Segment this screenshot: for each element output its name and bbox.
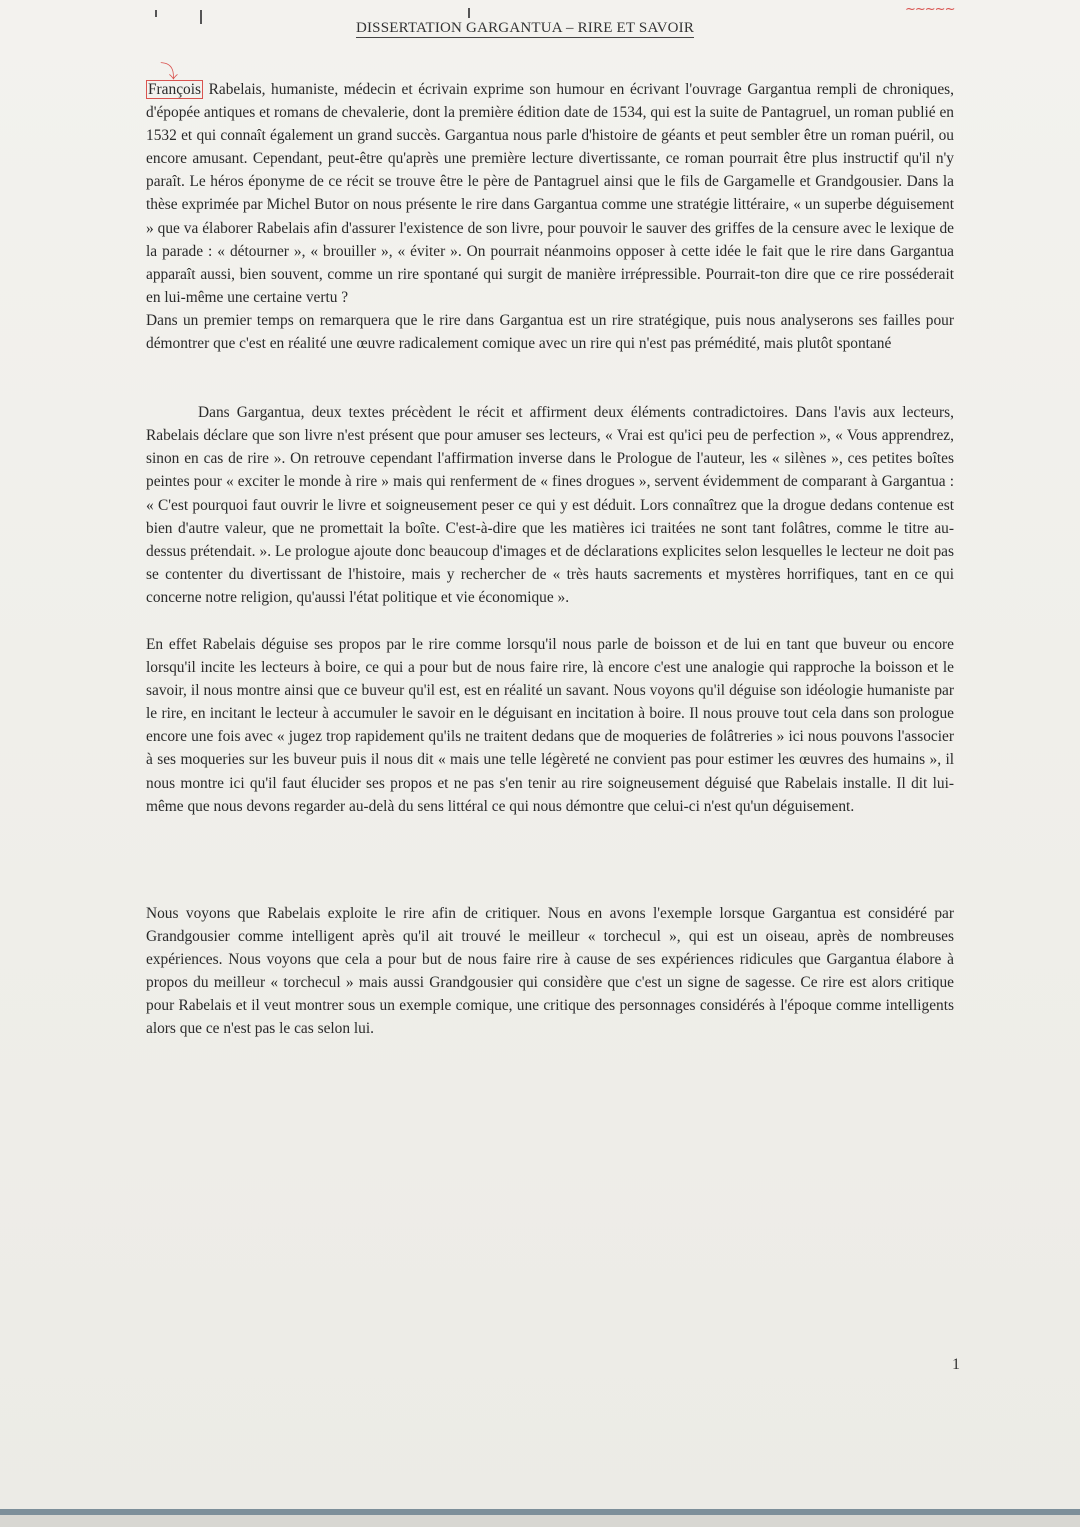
paragraph-development-1: Dans Gargantua, deux textes précèdent le récit et affirment deux éléments contradictoires. Dans l'avis aux lecteurs, Rabelais déclare que son livre n'est présent que pour amuser ses lecteurs, « Vrai est qu'ici peu de perfection », « Vous apprendrez, sinon en cas de rire ». On retrouve cependant l'affirmation inverse dans le Prologue de l'auteur, les « silènes », ces petites boîtes peintes pour « exciter le monde à rire » mais qui renferment de « fines drogues », servent évidemment de comparant à Gargantua : « C'est pourquoi faut ouvrir le livre et soigneusement peser ce qui y est déduit. Lors connaîtrez que la drogue dedans contenue est bien d'autre valeur, que ne promettait la boîte. C'est-à-dire que les matières ici traitées ne sont tant folâtres, comme le titre au-dessus prétendait. ». Le prologue ajoute donc beaucoup d'images et de déclarations explicites selon lesquelles le lecteur ne doit pas se contenter du divertissant de l'histoire, mais y rechercher de « très hauts sacrements et mystères horrifiques, tant en ce qui concerne notre religion, qu'aussi l'état politique et vie économique ». — [146, 404, 954, 606]
red-arrow-annotation: ⤵ — [160, 62, 178, 83]
red-scribble-top-right: ~~~~~ — [905, 2, 955, 17]
scan-bottom-shadow — [0, 1515, 1080, 1527]
paragraph-introduction — [146, 78, 954, 309]
page-number: 1 — [952, 1356, 960, 1373]
paragraph-plan: Dans un premier temps on remarquera que le rire dans Gargantua est un rire stratégique, puis nous analyserons ses failles pour démontrer que c'est en réalité une œuvre radicalement comique avec un rire qui n'est pas prémédité, mais plutôt spontané — [146, 311, 954, 353]
first-word-highlight: François — [148, 81, 202, 98]
document-title-text: DISSERTATION GARGANTUA – RIRE ET SAVOIR — [355, 20, 695, 36]
document-title — [0, 20, 1050, 37]
introduction-text: Rabelais, humaniste, médecin et écrivain exprime son humour en écrivant l'ouvrage Gargantua rempli de chroniques, d'épopée antiques et romans de chevalerie, dont la première édition date de 1534, qui est la suite de Pantagruel, un roman publié en 1532 et qui connaît également un grand succès. Gargantua nous parle d'histoire de géants et peut sembler être un roman puéril, ou encore amusant. Cependant, peut-être qu'après une première lecture divertissante, ce roman pourrait être plus instructif qu'il n'y paraît. Le héros éponyme de ce récit se trouve être le père de Pantagruel ainsi que le fils de Gargamelle et Grandgousier. Dans la thèse exprimée par Michel Butor on nous présente le rire dans Gargantua comme une stratégie littéraire, « un superbe déguisement » que va élaborer Rabelais afin d'assurer l'existence de son livre, pour pouvoir le sauver des griffes de la censure avec le lexique de la parade : « détourner », « brouiller », « éviter ». On pourrait néanmoins opposer à cette idée le fait que le rire dans Gargantua apparaît aussi, bien souvent, comme un rire spontané qui surgit de manière irrépressible. Pourrait-ton dire que ce rire posséderait en lui-même une certaine vertu ? — [146, 81, 954, 306]
paragraph-development-2: En effet Rabelais déguise ses propos par le rire comme lorsqu'il nous parle de boisson et de lui en tant que buveur ou encore lorsqu'il incite les lecteurs à boire, ce qui a pour but de nous faire rire, là encore c'est une analogie qui rapproche la boisson et le savoir, il nous montre ainsi que ce buveur qu'il est, est en réalité un savant. Nous voyons qu'il déguise son idéologie humaniste par le rire, en incitant le lecteur à accumuler le savoir en le déguisant en incitation à boire. Il nous prouve tout cela dans son prologue encore une fois avec « jugez trop rapidement qu'ils ne traitent dedans que de moqueries de folâtreries » ici nous pouvons l'associer à ses moqueries sur les buveur puis il nous dit « mais une telle légèreté ne convient pas pour estimer les œuvres des humains », il nous montre ici qu'il faut élucider ses propos et ne pas s'en tenir au rire soigneusement déguisé que Rabelais installe. Il dit lui-même que nous devons regarder au-delà du sens littéral ce qui nous démontre que celui-ci n'est qu'un déguisement. — [146, 635, 954, 815]
essay-body — [146, 78, 954, 1040]
scan-mark-center — [468, 8, 470, 18]
scan-mark-left — [155, 10, 157, 17]
paragraph-development-3: Nous voyons que Rabelais exploite le rire afin de critiquer. Nous en avons l'exemple lorsque Gargantua est considéré par Grandgousier comme intelligent après qu'il ait trouvé le meilleur « torchecul », qui est un oiseau, après de nombreuses expériences. Nous voyons que cela a pour but de nous faire rire à cause de ses expériences ridicules que Gargantua élabore à propos du meilleur « torchecul » mais aussi Grandgousier qui considère que c'est un signe de sagesse. Ce rire est alors critique pour Rabelais et il veut montrer sous un exemple comique, une critique des personnages considérés à l'époque comme intelligents alors que ce n'est pas le cas selon lui. — [146, 904, 954, 1038]
